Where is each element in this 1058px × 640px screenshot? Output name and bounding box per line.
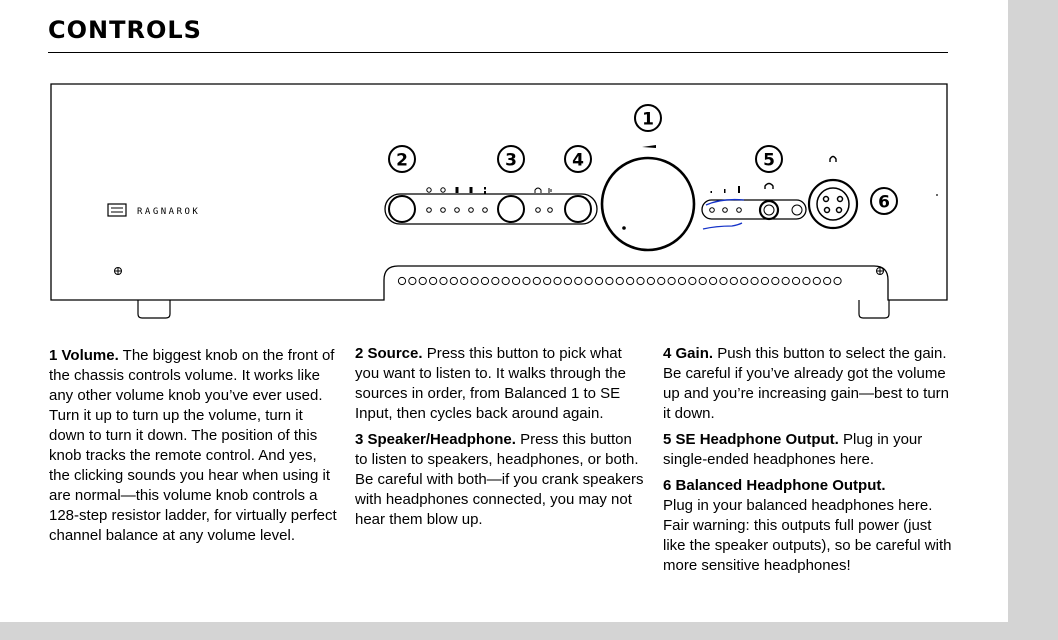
item-gain: 4 Gain. Push this button to select the gain. Be careful if you’ve already got the volume up and you’re increasing gain—best to turn it down. <box>663 345 950 422</box>
gain-button <box>565 196 591 222</box>
vent-hole <box>440 277 447 284</box>
vent-hole <box>409 277 416 284</box>
callout-2 <box>389 146 415 172</box>
svg-text:3: 3 <box>505 150 517 171</box>
vent-hole <box>782 277 789 284</box>
vent-hole <box>502 277 509 284</box>
source-button <box>389 196 415 222</box>
item-balanced-headphone-output: 6 Balanced Headphone Output. Plug in your balanced headphones here. Fair warning: this outputs full power (just like the speaker outputs), so be careful with more sensitive headphones! <box>663 477 952 574</box>
se-headphone-jack <box>760 201 778 219</box>
item-source: 2 Source. Press this button to pick what you want to listen to. It walks through the sources in order, from Balanced 1 to SE Input, then cycles back around again. <box>355 345 626 422</box>
column-1 <box>49 346 341 552</box>
vent-hole <box>471 277 478 284</box>
vent-hole <box>730 277 737 284</box>
vent-hole <box>523 277 530 284</box>
column-2 <box>355 344 645 536</box>
source-leds <box>427 208 553 213</box>
vent-hole <box>533 277 540 284</box>
item-se-headphone-output: 5 SE Headphone Output. Plug in your single-ended headphones here. <box>663 431 923 468</box>
vent-hole <box>637 277 644 284</box>
gain-icons <box>711 186 741 193</box>
vent-hole <box>398 277 405 284</box>
volume-marker <box>642 145 656 148</box>
source-icons <box>427 187 551 194</box>
vent-hole <box>658 277 665 284</box>
vent-hole <box>575 277 582 284</box>
page-title: CONTROLS <box>48 16 202 44</box>
vent-hole <box>803 277 810 284</box>
callout-1 <box>635 105 661 131</box>
control-strip-right <box>702 200 806 219</box>
scrollbar-gutter[interactable] <box>1008 0 1058 640</box>
left-foot <box>138 300 170 318</box>
vent-hole <box>699 277 706 284</box>
screw-left-icon <box>115 268 122 275</box>
headphone-icon-se <box>765 184 773 190</box>
vent-hole <box>834 277 841 284</box>
vent-hole <box>813 277 820 284</box>
vent-hole <box>606 277 613 284</box>
speaker-headphone-button <box>498 196 524 222</box>
svg-text:5: 5 <box>763 150 775 171</box>
screw-right-icon <box>877 268 884 275</box>
vent-hole <box>678 277 685 284</box>
vent-hole <box>647 277 654 284</box>
svg-text:4: 4 <box>572 150 584 171</box>
vent-grille <box>398 277 841 284</box>
vent-hole <box>792 277 799 284</box>
vent-hole <box>430 277 437 284</box>
headphone-icon-balanced <box>830 157 836 163</box>
vent-hole <box>450 277 457 284</box>
vent-hole <box>627 277 634 284</box>
right-foot <box>859 300 889 318</box>
svg-text:6: 6 <box>878 192 890 213</box>
callout-4 <box>565 146 591 172</box>
vent-hole <box>616 277 623 284</box>
front-panel-diagram <box>0 0 1008 330</box>
vent-hole <box>751 277 758 284</box>
vent-hole <box>772 277 779 284</box>
vent-hole <box>595 277 602 284</box>
column-3 <box>663 344 953 582</box>
brand-name: RAGNAROK <box>137 207 201 217</box>
vent-hole <box>564 277 571 284</box>
balanced-headphone-jack <box>809 180 857 228</box>
callout-3 <box>498 146 524 172</box>
brand-logo <box>108 204 126 216</box>
callout-5 <box>756 146 782 172</box>
volume-indicator <box>622 226 626 230</box>
vent-hole <box>761 277 768 284</box>
item-speaker-headphone: 3 Speaker/Headphone. Press this button to listen to speakers, headphones, or both. Be careful with both—if you crank speakers with headphones connected, you may not hear them blow up. <box>355 431 644 528</box>
callout-6 <box>871 188 897 214</box>
item-volume: 1 Volume. The biggest knob on the front of the chassis controls volume. It works like any other volume knob you’ve ever used. Turn it up to turn up the volume, turn it down to turn it down. The position of this knob tracks the remote control. And yes, the clicking sounds you hear when using it are normal—this volume knob controls a 128-step resistor ladder, for virtually perfect channel balance at any volume level. <box>49 347 337 544</box>
vent-hole <box>720 277 727 284</box>
vent-hole <box>512 277 519 284</box>
svg-text:1: 1 <box>642 109 654 130</box>
vent-hole <box>481 277 488 284</box>
vent-hole <box>689 277 696 284</box>
vent-hole <box>741 277 748 284</box>
vent-hole <box>461 277 468 284</box>
vent-hole <box>710 277 717 284</box>
vent-hole <box>419 277 426 284</box>
svg-text:2: 2 <box>396 150 408 171</box>
vent-hole <box>554 277 561 284</box>
pen-annotation <box>703 200 744 229</box>
vent-hole <box>544 277 551 284</box>
vent-hole <box>824 277 831 284</box>
vent-hole <box>492 277 499 284</box>
vent-hole <box>585 277 592 284</box>
volume-knob <box>602 158 694 250</box>
vent-hole <box>668 277 675 284</box>
bottom-gutter <box>0 622 1008 640</box>
